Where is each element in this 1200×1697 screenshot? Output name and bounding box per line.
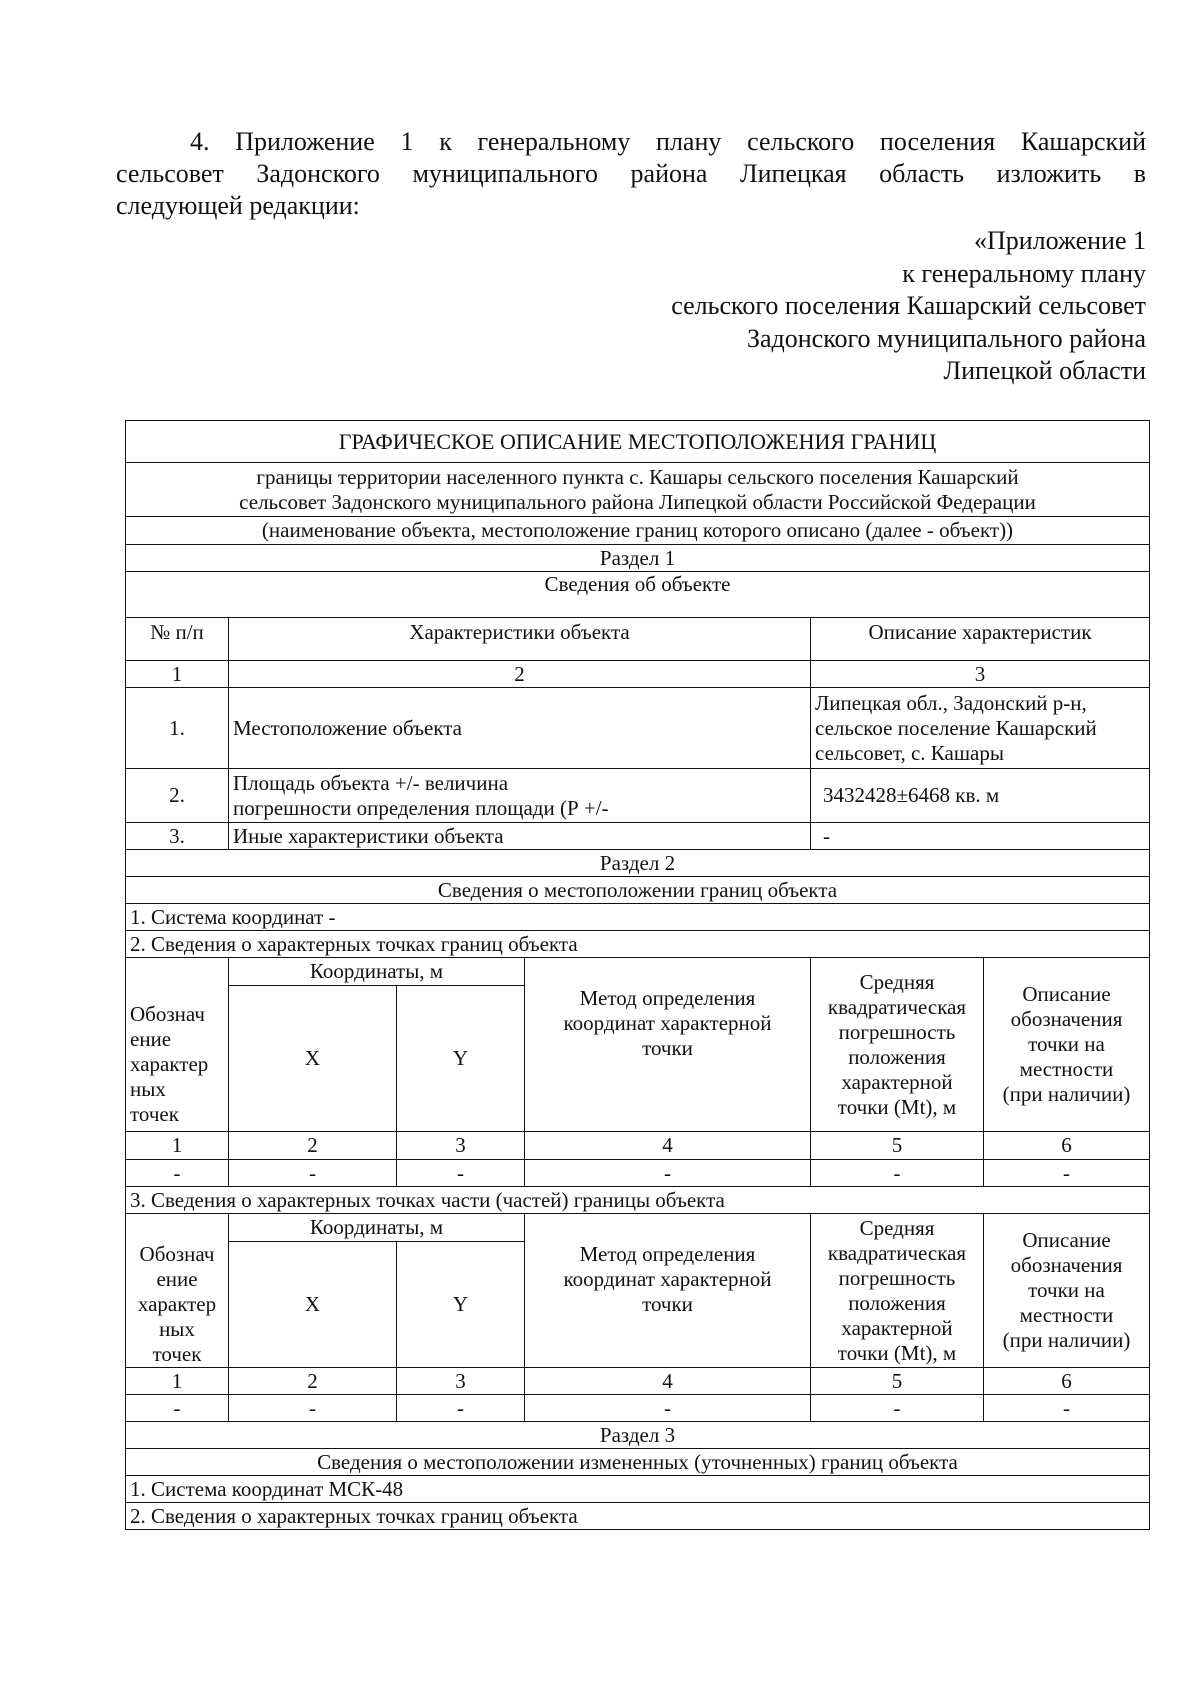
object-name [126,463,1150,517]
section-3-subtitle: Сведения о местоположении измененных (уточненных) границ объекта [126,1449,1150,1476]
method-line: Метод определения [579,986,756,1010]
x-header: X [229,1242,397,1368]
method-line: точки [642,1292,693,1316]
section-2-title: Раздел 2 [126,850,1150,877]
area-value: 3432428±6468 кв. м [811,769,1150,823]
coordinate-system: 1. Система координат МСК-48 [126,1476,1150,1503]
location-description-line: Описание [1022,1228,1111,1252]
section-3-title: Раздел 3 [126,1422,1150,1449]
designation-line: ение [156,1267,198,1291]
method-header [525,958,811,1132]
column-number: 4 [525,1132,811,1160]
column-number: 2 [229,1368,397,1395]
designation-line: ных [130,1077,166,1101]
location-description-line: (при наличии) [1002,1082,1131,1106]
location-description-line: точки на [1028,1032,1105,1056]
y-header: Y [397,986,525,1132]
error-line: Средняя [859,969,935,994]
empty-cell: - [525,1395,811,1422]
location-description-header [984,1214,1150,1368]
characteristic-description: - [811,823,1150,850]
method-line: Метод определения [579,1242,756,1266]
appendix-line: Липецкой области [943,356,1146,385]
column-number: 4 [525,1368,811,1395]
error-header [811,1214,984,1368]
points-title: 2. Сведения о характерных точках границ объекта [126,931,1150,958]
row-number: 2. [126,769,229,823]
column-number: 5 [811,1132,984,1160]
object-name-line: сельсовет Задонского муниципального района Липецкой области Российской Федерации [239,489,1036,514]
appendix-line: сельского поселения Кашарский сельсовет [671,291,1146,320]
location-description-line: (при наличии) [1002,1328,1131,1352]
intro-line-1: 4. Приложение 1 к генеральному плану сельского поселения Кашарский [190,127,1146,156]
header-description: Описание характеристик [811,618,1150,661]
column-number: 3 [811,661,1150,688]
designation-line: ных [159,1317,195,1341]
error-line: точки (Mt), м [837,1340,957,1365]
section-1-subtitle: Сведения об объекте [126,572,1150,618]
designation-header [126,958,229,1132]
error-line: положения [848,1290,946,1315]
error-line: характерной [841,1069,953,1094]
column-number: 6 [984,1368,1150,1395]
appendix-line: Задонского муниципального района [746,323,1146,353]
characteristic-name: Иные характеристики объекта [229,823,811,850]
empty-cell: - [229,1395,397,1422]
table-title: ГРАФИЧЕСКОЕ ОПИСАНИЕ МЕСТОПОЛОЖЕНИЯ ГРАНИЦ [126,421,1150,463]
empty-cell: - [126,1160,229,1187]
column-number: 2 [229,1132,397,1160]
location-description-line: обозначения [1010,1007,1123,1031]
x-header: X [229,986,397,1132]
method-header [525,1214,811,1368]
characteristic-name-line: погрешности определения площади (Р +/- [233,795,609,820]
location-description-line: местности [1019,1303,1114,1327]
section-1-title: Раздел 1 [126,545,1150,572]
intro-line-3: следующей редакции: [116,191,360,220]
empty-cell: - [525,1160,811,1187]
designation-line: Обознач [139,1242,215,1266]
description-line: сельское поселение Кашарский [815,715,1097,740]
coordinates-header: Координаты, м [229,958,525,986]
coordinates-header: Координаты, м [229,1214,525,1242]
boundary-description-table [125,420,1150,1530]
row-number: 3. [126,823,229,850]
appendix-line: «Приложение 1 [973,226,1146,255]
location-description-header [984,958,1150,1132]
error-line: погрешность [838,1019,956,1044]
method-line: координат характерной [563,1267,772,1291]
column-number: 1 [126,661,229,688]
appendix-line: к генеральному плану [902,258,1146,288]
designation-line: характер [137,1292,217,1316]
intro-paragraph [116,126,1146,222]
description-line: Липецкая обл., Задонский р-н, [815,690,1087,715]
coordinate-system: 1. Система координат - [126,904,1150,931]
empty-cell: - [126,1395,229,1422]
empty-cell: - [984,1395,1150,1422]
column-number: 6 [984,1132,1150,1160]
empty-cell: - [397,1160,525,1187]
location-description-line: местности [1019,1057,1114,1081]
empty-cell: - [811,1395,984,1422]
empty-cell: - [811,1160,984,1187]
designation-header [126,1214,229,1368]
error-line: погрешность [838,1265,956,1290]
error-line: положения [848,1044,946,1069]
characteristic-name [229,769,811,823]
method-line: точки [642,1036,693,1060]
characteristic-description [811,688,1150,769]
header-characteristics: Характеристики объекта [229,618,811,661]
column-number: 2 [229,661,811,688]
description-line: сельсовет, с. Кашары [815,740,1004,765]
empty-cell: - [229,1160,397,1187]
column-number: 1 [126,1368,229,1395]
column-number: 3 [397,1132,525,1160]
points-title: 2. Сведения о характерных точках границ объекта [126,1503,1150,1530]
row-number: 1. [126,688,229,769]
column-number: 1 [126,1132,229,1160]
designation-line: характер [130,1052,209,1076]
column-number: 3 [397,1368,525,1395]
error-line: характерной [841,1315,953,1340]
method-line: координат характерной [563,1011,772,1035]
object-name-line: границы территории населенного пункта с. Кашары сельского поселения Кашарский [256,464,1019,489]
characteristic-name: Местоположение объекта [229,688,811,769]
empty-cell: - [984,1160,1150,1187]
location-description-line: обозначения [1010,1253,1123,1277]
header-number: № п/п [126,618,229,661]
designation-line: ение [130,1027,172,1051]
section-2-subtitle: Сведения о местоположении границ объекта [126,877,1150,904]
location-description-line: Описание [1022,982,1111,1006]
characteristic-name-line: Площадь объекта +/- величина [233,770,509,795]
column-number: 5 [811,1368,984,1395]
intro-line-2: сельсовет Задонского муниципального района Липецкая область изложить в [116,159,1146,188]
error-line: точки (Mt), м [837,1094,957,1119]
error-header [811,958,984,1132]
error-line: Средняя [859,1215,935,1240]
designation-line: точек [152,1342,202,1366]
parts-title: 3. Сведения о характерных точках части (частей) границы объекта [126,1187,1150,1214]
designation-line: точек [130,1102,179,1126]
object-caption: (наименование объекта, местоположение границ которого описано (далее - объект)) [126,517,1150,545]
y-header: Y [397,1242,525,1368]
appendix-header [446,225,1146,388]
empty-cell: - [397,1395,525,1422]
error-line: квадратическая [827,1240,967,1265]
designation-line: Обознач [130,1002,205,1026]
location-description-line: точки на [1028,1278,1105,1302]
error-line: квадратическая [827,994,967,1019]
